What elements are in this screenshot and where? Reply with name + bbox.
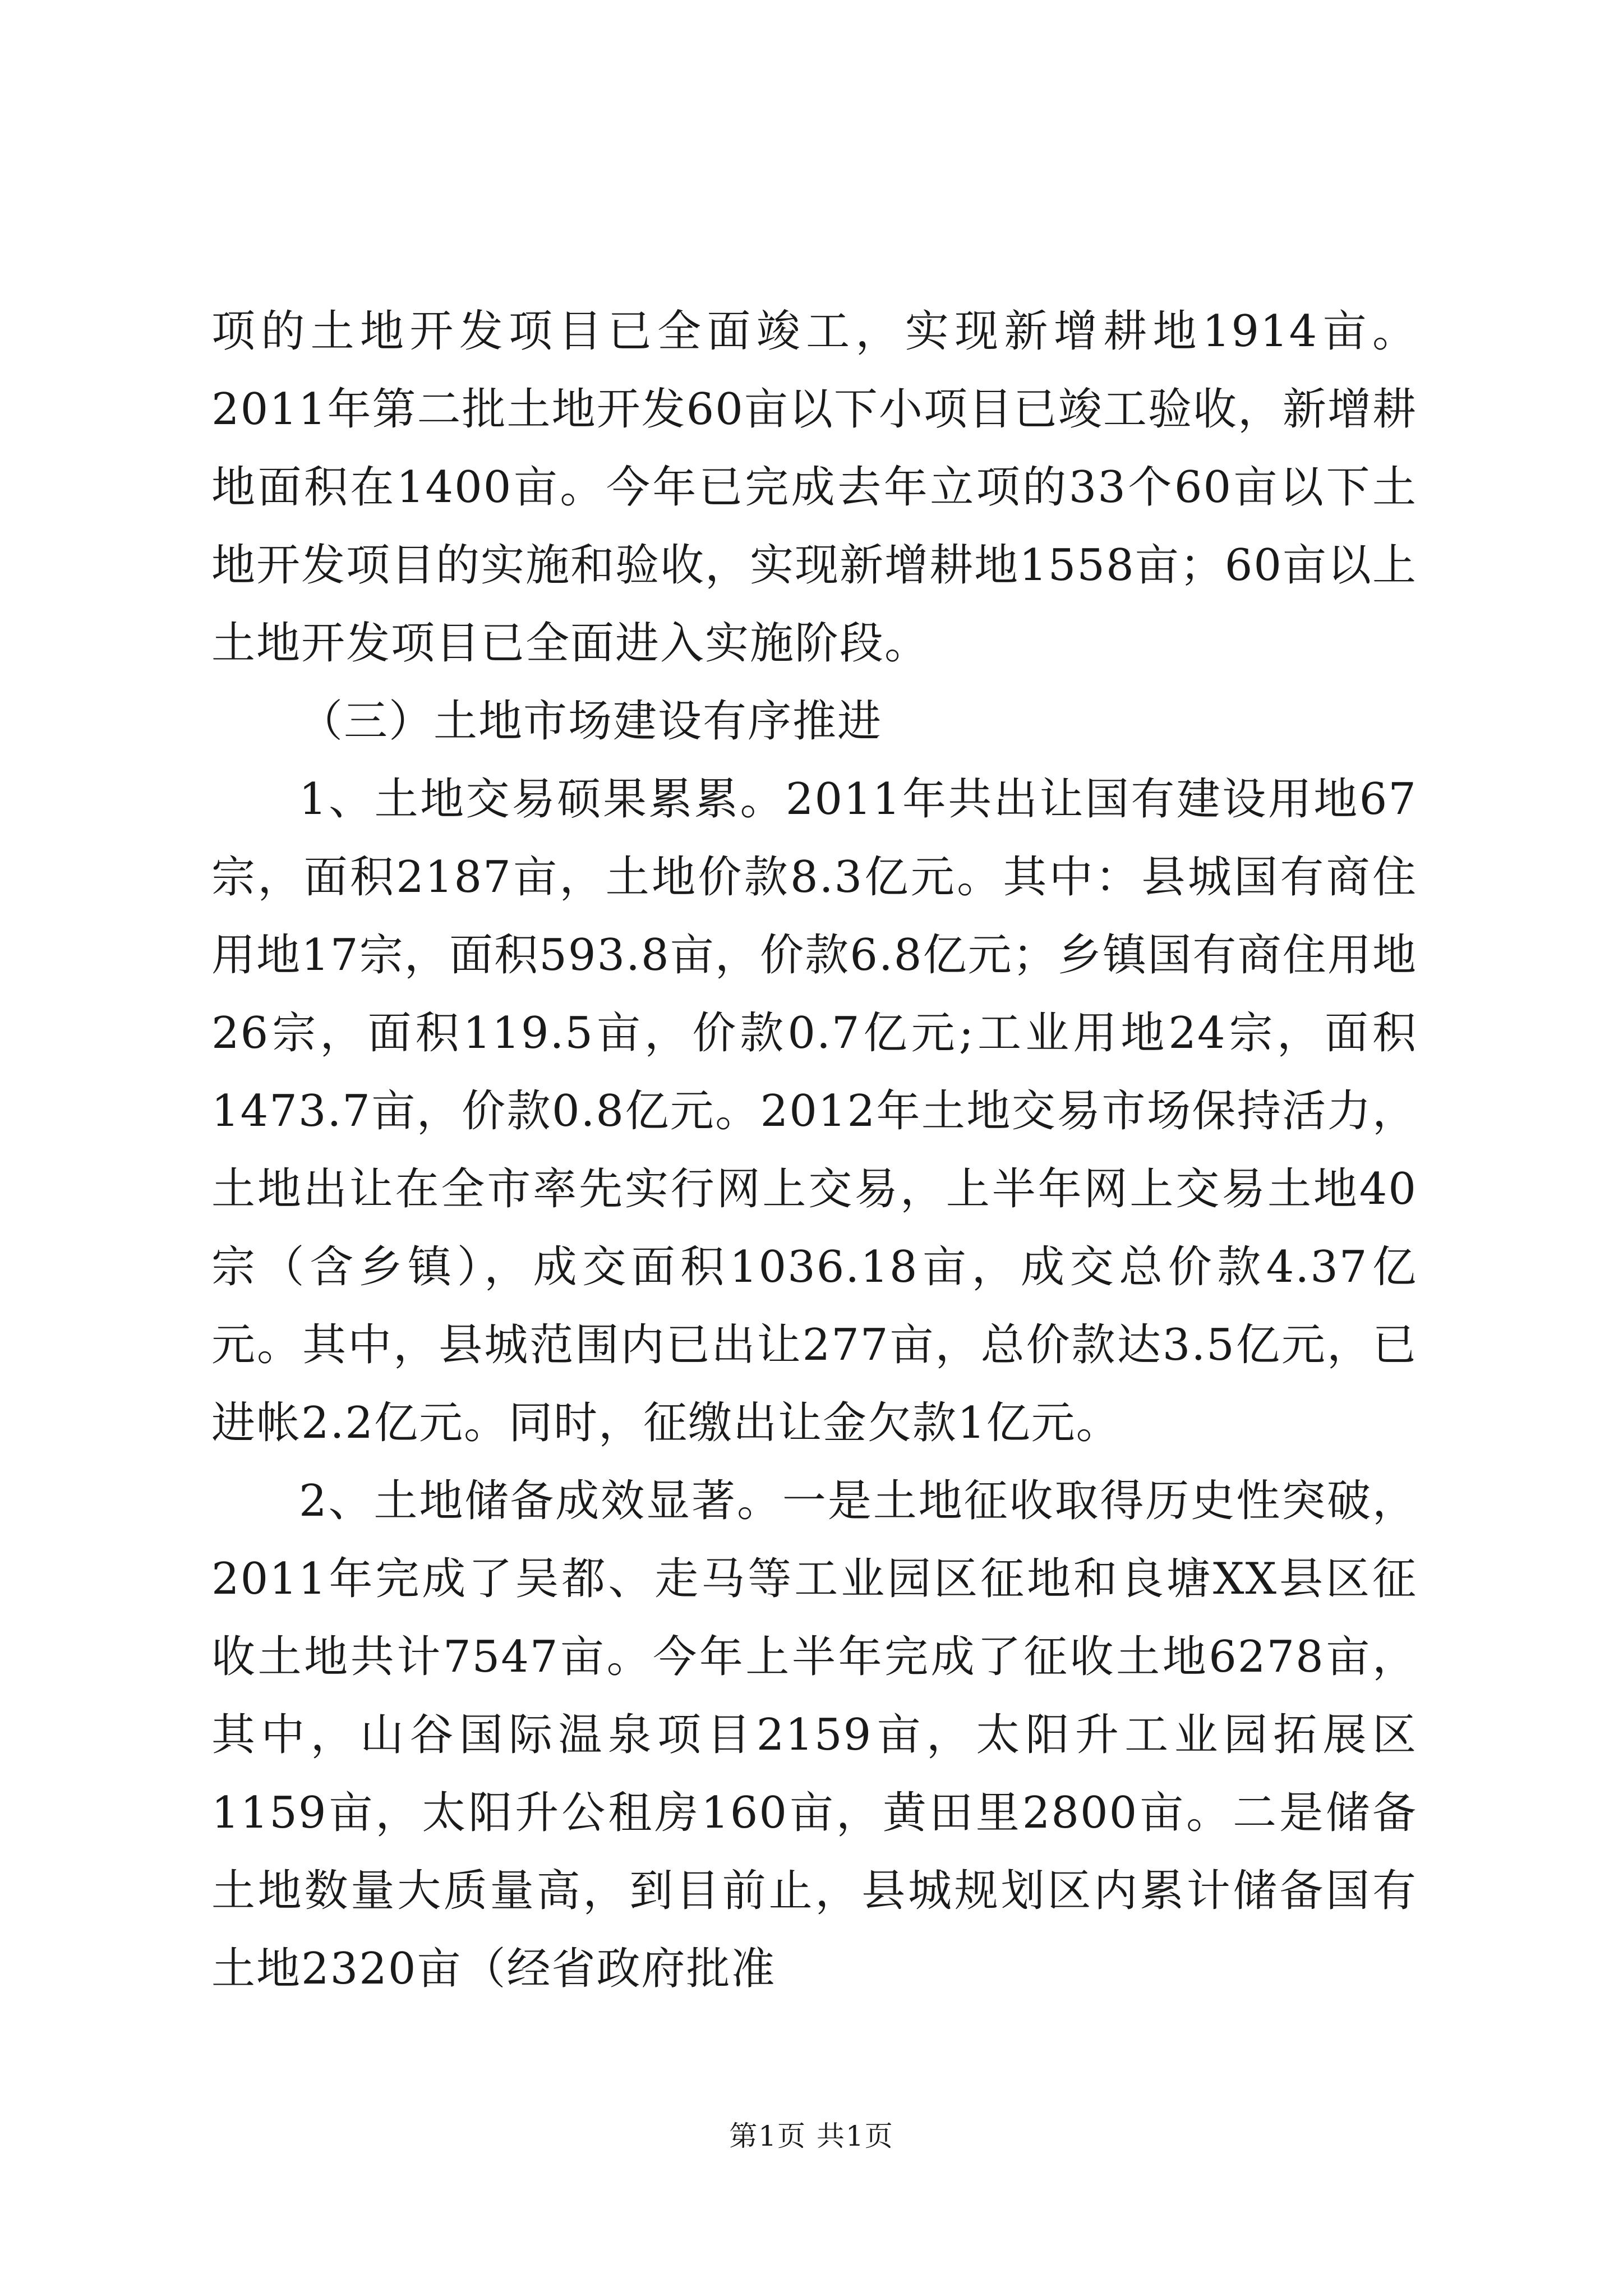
page-number-label: 第1页 共1页 xyxy=(729,2120,894,2152)
section-heading-3: （三）土地市场建设有序推进 xyxy=(299,696,883,747)
document-body xyxy=(211,293,1417,2008)
paragraph-land-reserve: 2、土地储备成效显著。一是土地征收取得历史性突破，2011年完成了吴都、走马等工业园区征地和良塘XX县区征收土地共计7547亩。今年上半年完成了征收土地6278亩，其中，山谷国际温泉项目2159亩，太阳升工业园拓展区1159亩，太阳升公租房160亩，黄田里2800亩。二是储备土地数量大质量高，到目前止，县城规划区内累计储备国有土地2320亩（经省政府批准 xyxy=(211,1476,1417,1994)
paragraph-continued: 项的土地开发项目已全面竣工，实现新增耕地1914亩。2011年第二批土地开发60亩以下小项目已竣工验收，新增耕地面积在1400亩。今年已完成去年立项的33个60亩以下土地开发项目的实施和验收，实现新增耕地1558亩；60亩以上土地开发项目已全面进入实施阶段。 xyxy=(211,306,1417,669)
page-footer xyxy=(0,2114,1623,2154)
paragraph-land-trading: 1、土地交易硕果累累。2011年共出让国有建设用地67宗，面积2187亩，土地价款8.3亿元。其中：县城国有商住用地17宗，面积593.8亩，价款6.8亿元；乡镇国有商住用地26宗，面积119.5亩，价款0.7亿元;工业用地24宗，面积1473.7亩，价款0.8亿元。2012年土地交易市场保持活力，土地出让在全市率先实行网上交易，上半年网上交易土地40宗（含乡镇），成交面积1036.18亩，成交总价款4.37亿元。其中，县城范围内已出让277亩，总价款达3.5亿元，已进帐2.2亿元。同时，征缴出让金欠款1亿元。 xyxy=(211,774,1417,1448)
